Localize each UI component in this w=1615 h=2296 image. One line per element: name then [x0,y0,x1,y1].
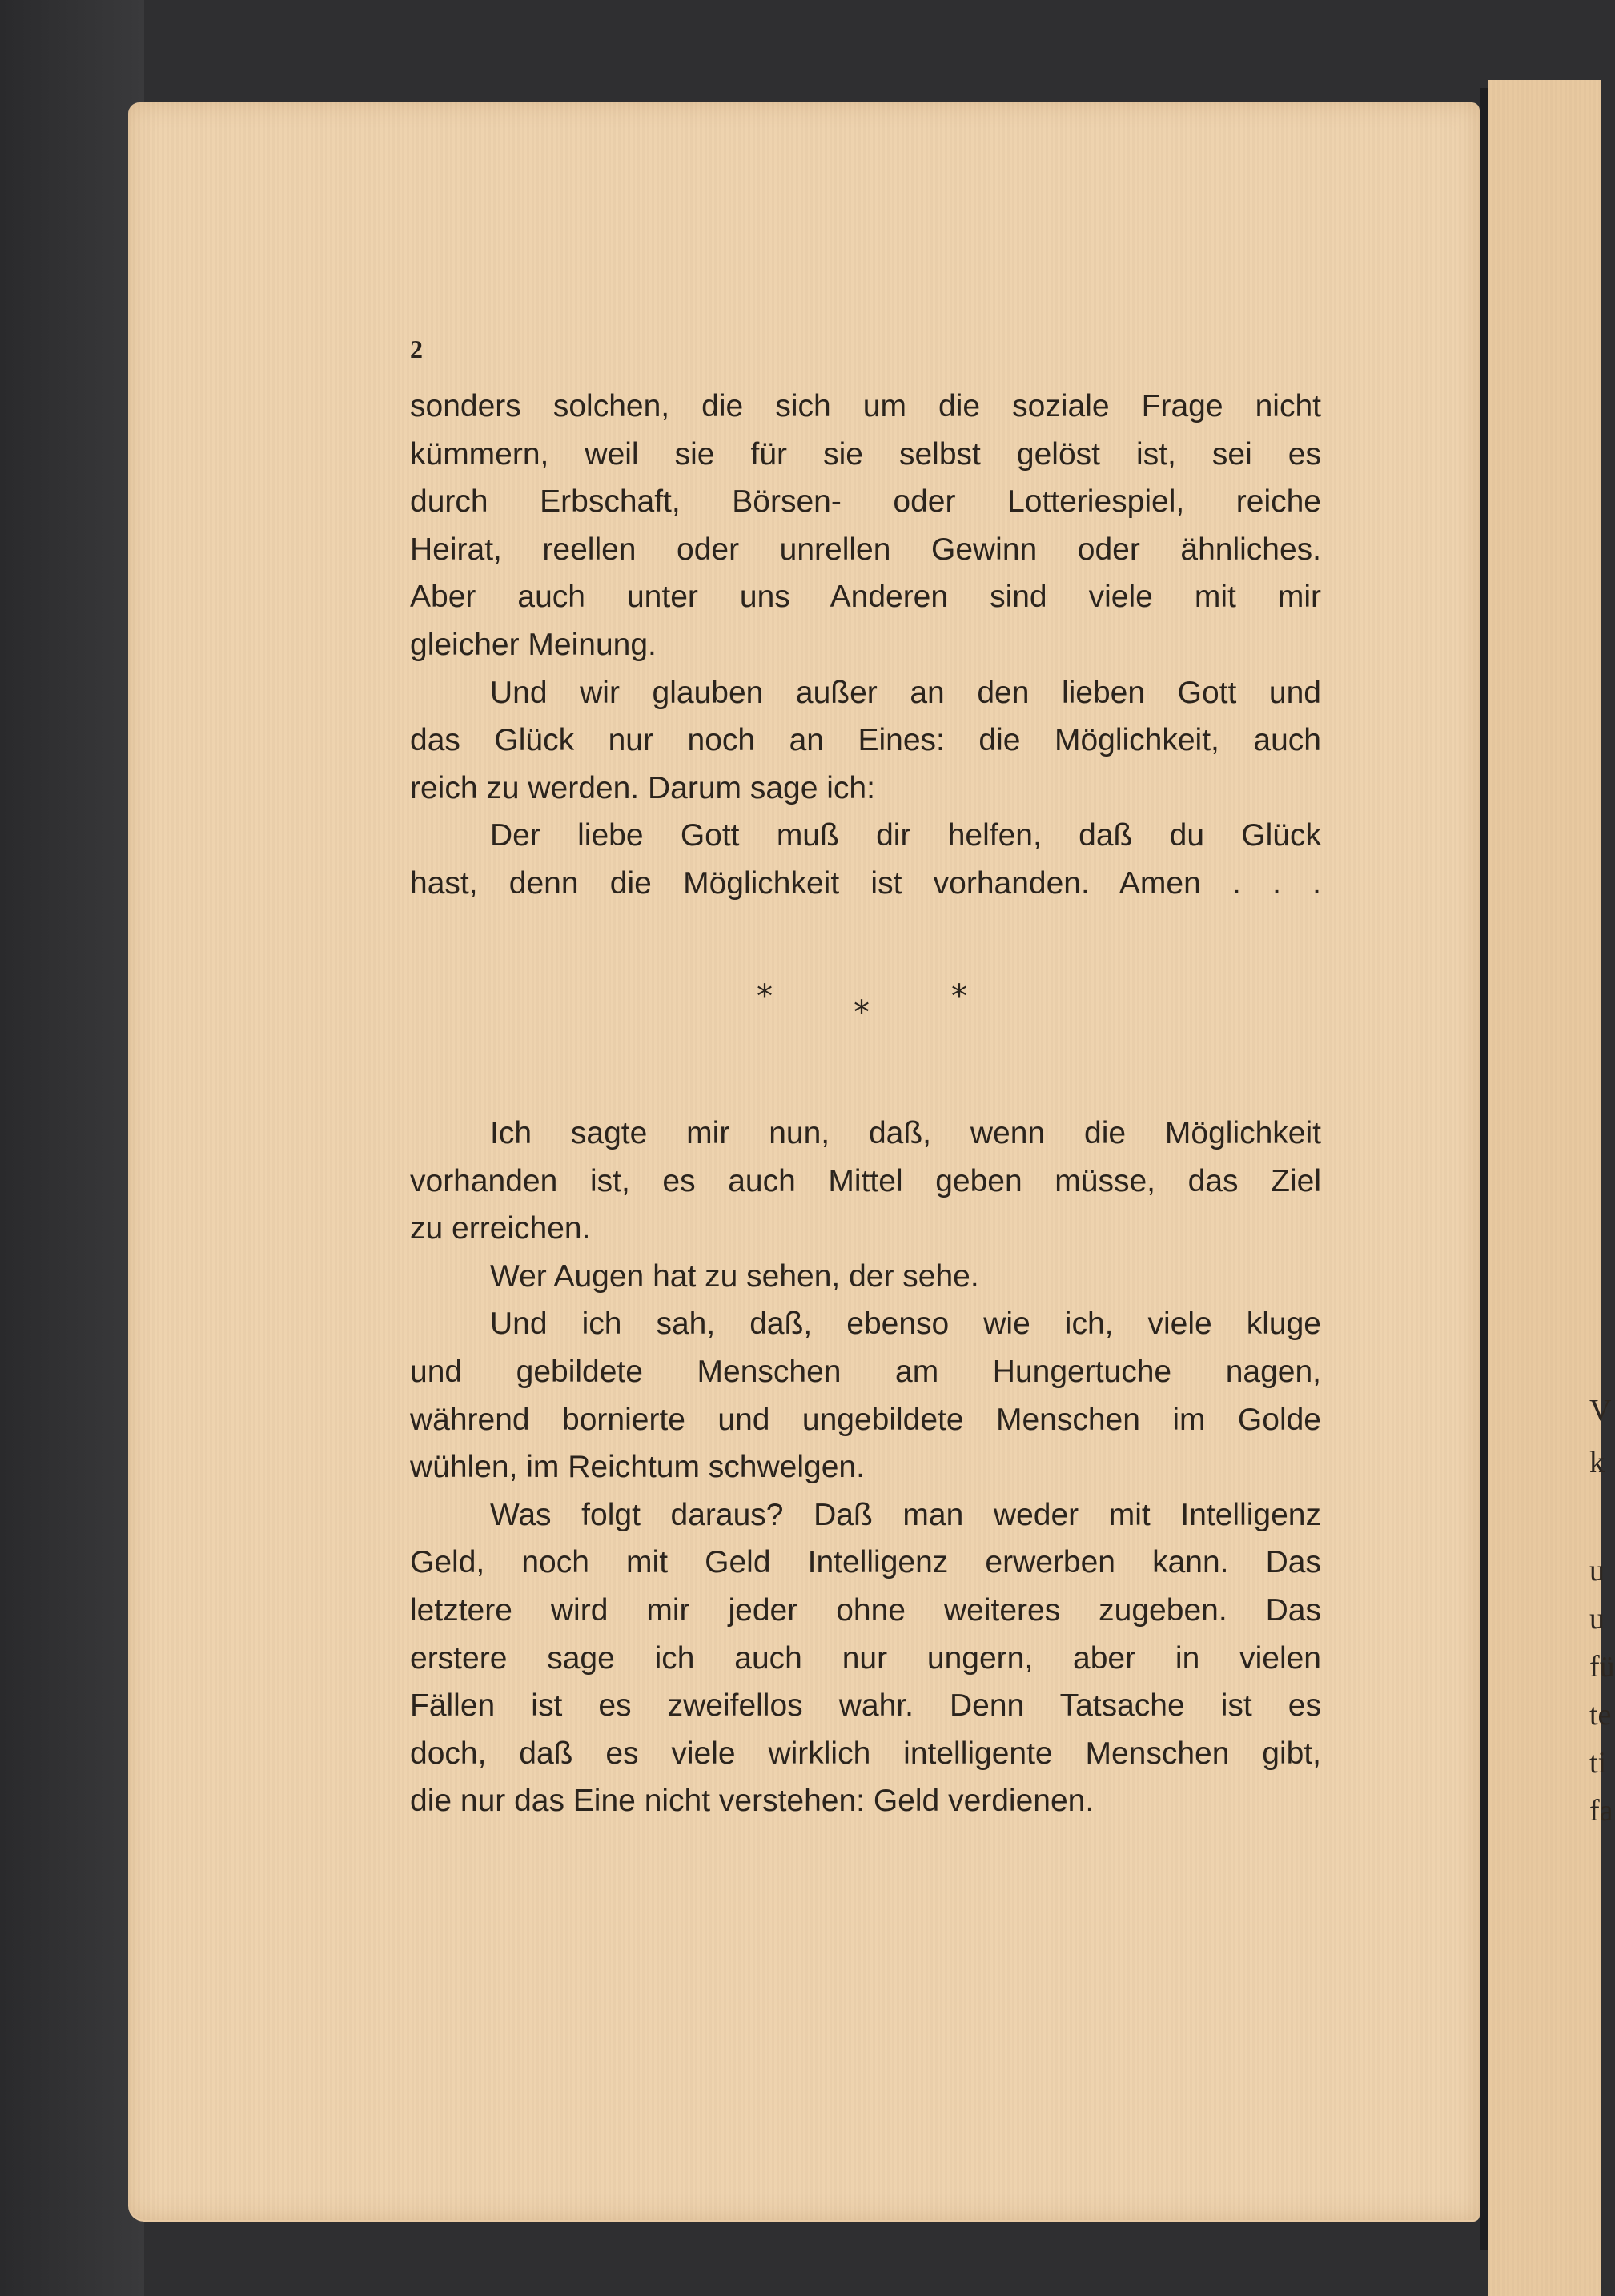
facing-page-fragment: u [1589,1602,1605,1636]
text-line: doch, daß es viele wirklich intelligente Menschen gibt, [410,1736,1321,1771]
text-line: sonders solchen, die sich um die soziale Frage nicht [410,389,1321,423]
text-line: und gebildete Menschen am Hungertuche nagen, [410,1354,1321,1389]
text-line: letztere wird mir jeder ohne weiteres zugeben. Das [410,1592,1321,1628]
text-line: Der liebe Gott muß dir helfen, daß du Glück [490,818,1321,853]
separator-star: * [951,978,967,1015]
text-line: Was folgt daraus? Daß man weder mit Intelligenz [490,1497,1321,1532]
text-line: gleicher Meinung. [410,627,657,662]
book-gutter [1480,88,1488,2250]
text-line: Heirat, reellen oder unrellen Gewinn oder ähnliches. [410,532,1321,567]
text-line: zu erreichen. [410,1211,591,1246]
text-line: wühlen, im Reichtum schwelgen. [410,1450,865,1485]
facing-page-fragment: fü [1589,1650,1615,1684]
text-block-2 [410,1110,1321,1825]
text-line: während bornierte und ungebildete Menschen im Golde [410,1402,1321,1437]
facing-page-fragment: k [1589,1446,1605,1479]
text-line: vorhanden ist, es auch Mittel geben müsse, das Ziel [410,1163,1321,1198]
text-line: Aber auch unter uns Anderen sind viele mit mir [410,580,1321,615]
text-line: Geld, noch mit Geld Intelligenz erwerben kann. Das [410,1545,1321,1580]
text-line: reich zu werden. Darum sage ich: [410,770,875,805]
text-line: Wer Augen hat zu sehen, der sehe. [490,1258,979,1294]
text-line: die nur das Eine nicht verstehen: Geld verdienen. [410,1784,1095,1819]
page-number: 2 [410,335,423,363]
text-line: das Glück nur noch an Eines: die Möglichkeit, auch [410,723,1321,758]
facing-page-fragment: ti [1589,1746,1607,1780]
scan-background [0,0,144,2296]
text-line: erstere sage ich auch nur ungern, aber in vielen [410,1640,1321,1676]
separator-star: * [854,994,870,1031]
text-line: durch Erbschaft, Börsen- oder Lotteriespiel, reiche [410,484,1321,520]
facing-page-fragment: V [1589,1394,1612,1427]
text-line: Fällen ist es zweifellos wahr. Denn Tatsache ist es [410,1688,1321,1724]
text-line: hast, denn die Möglichkeit ist vorhanden. Amen . . . [410,865,1321,901]
text-line: Und wir glauben außer an den lieben Gott und [490,675,1321,710]
facing-page-fragment: u [1589,1554,1605,1588]
facing-page-fragment: fa [1589,1794,1613,1828]
facing-page [1488,80,1601,2296]
separator-star: * [757,978,773,1015]
text-block-1 [410,383,1321,908]
facing-page-fragment: te [1589,1698,1612,1732]
text-line: Ich sagte mir nun, daß, wenn die Möglichkeit [490,1116,1321,1150]
text-line: kümmern, weil sie für sie selbst gelöst ist, sei es [410,436,1321,472]
text-line: Und ich sah, daß, ebenso wie ich, viele kluge [490,1307,1321,1342]
